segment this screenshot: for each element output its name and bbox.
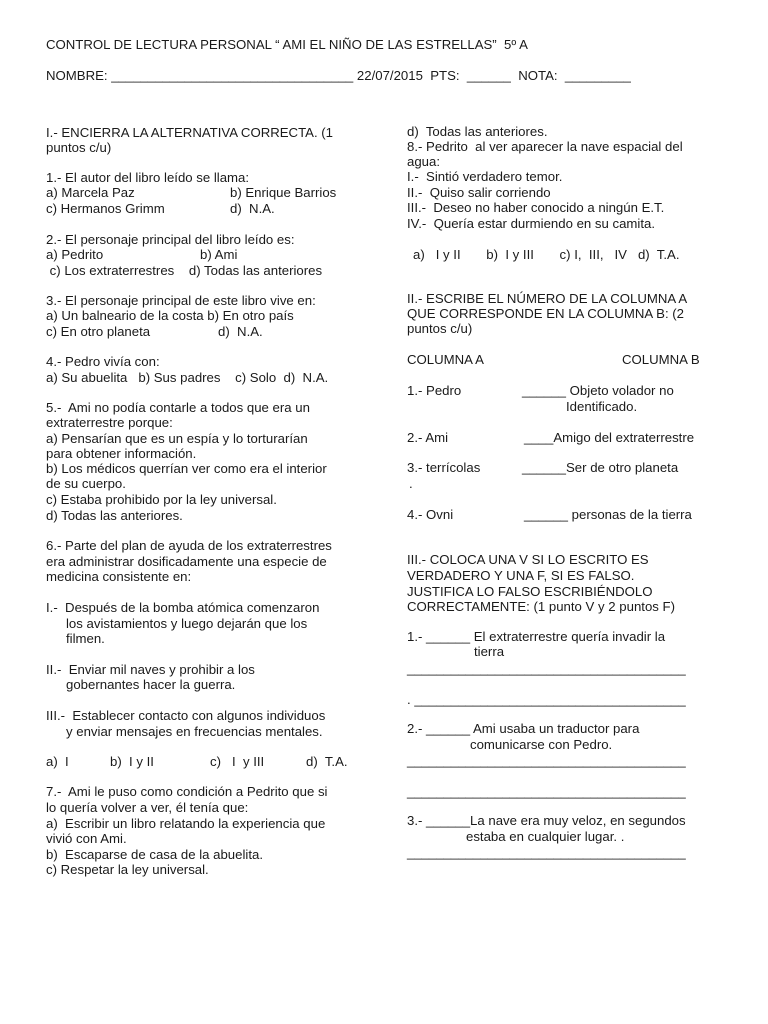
question-5: 5.- Ami no podía contarle a todos que era un <box>46 400 310 415</box>
statement: y enviar mensajes en frecuencias mentales. <box>66 724 323 739</box>
section-3-heading: III.- COLOCA UNA V SI LO ESCRITO ES <box>407 552 649 567</box>
question-5: extraterrestre porque: <box>46 415 173 430</box>
option: a) Marcela Paz <box>46 185 135 200</box>
true-false-item: estaba en cualquier lugar. . <box>466 829 625 844</box>
question-8: agua: <box>407 154 441 169</box>
statement: los avistamientos y luego dejarán que los <box>66 616 308 631</box>
question-2: 2.- El personaje principal del libro leído es: <box>46 232 295 247</box>
section-3-heading: VERDADERO Y UNA F, SI ES FALSO. <box>407 568 635 583</box>
statement: III.- Deseo no haber conocido a ningún E.T. <box>407 200 665 215</box>
match-item-a: 1.- Pedro <box>407 383 462 398</box>
option: a) Pensarían que es un espía y lo torturarían <box>46 431 308 446</box>
statement: gobernantes hacer la guerra. <box>66 677 236 692</box>
option: b) Escaparse de casa de la abuelita. <box>46 847 263 862</box>
match-item-b: ____Amigo del extraterrestre <box>524 430 695 445</box>
option: b) Ami <box>200 247 238 262</box>
section-2-heading: QUE CORRESPONDE EN LA COLUMNA B: (2 <box>407 306 685 321</box>
option: para obtener información. <box>46 446 197 461</box>
section-1-heading: I.- ENCIERRA LA ALTERNATIVA CORRECTA. (1 <box>46 125 334 140</box>
match-item-a: 2.- Ami <box>407 430 449 445</box>
option: a) Pedrito <box>46 247 104 262</box>
worksheet-title: CONTROL DE LECTURA PERSONAL “ AMI EL NIÑO DE LAS ESTRELLAS” 5º A <box>46 37 528 52</box>
option: a) I <box>46 754 69 769</box>
section-1-heading: puntos c/u) <box>46 140 112 155</box>
option: a) Escribir un libro relatando la experiencia que <box>46 816 326 831</box>
statement: filmen. <box>66 631 105 646</box>
option: d) N.A. <box>230 201 275 216</box>
option: vivió con Ami. <box>46 831 127 846</box>
option: b) Los médicos querrían ver como era el interior <box>46 461 327 476</box>
section-3-heading: JUSTIFICA LO FALSO ESCRIBIÉNDOLO <box>407 584 653 599</box>
question-1: 1.- El autor del libro leído se llama: <box>46 170 250 185</box>
true-false-item: 2.- ______ Ami usaba un traductor para <box>407 721 640 736</box>
match-item-a: 3.- terrícolas <box>407 460 481 475</box>
option: c) Hermanos Grimm <box>46 201 165 216</box>
statement: II.- Enviar mil naves y prohibir a los <box>46 662 255 677</box>
answer-line: ______________________________________ <box>407 661 686 676</box>
option: d) Todas las anteriores. <box>46 508 183 523</box>
option: c) Respetar la ley universal. <box>46 862 209 877</box>
match-item-a: 4.- Ovni <box>407 507 454 522</box>
option-row: a) I y II b) I y III c) I, III, IV d) T.A. <box>413 247 680 262</box>
question-8: 8.- Pedrito al ver aparecer la nave espacial del <box>407 139 683 154</box>
question-4: 4.- Pedro vivía con: <box>46 354 160 369</box>
true-false-item: 3.- ______La nave era muy veloz, en segundos <box>407 813 686 828</box>
match-item-b: ______ Objeto volador no <box>522 383 674 398</box>
option: d) Todas las anteriores. <box>407 124 548 139</box>
question-6: 6.- Parte del plan de ayuda de los extraterrestres <box>46 538 332 553</box>
statement: II.- Quiso salir corriendo <box>407 185 551 200</box>
statement: IV.- Quería estar durmiendo en su camita. <box>407 216 655 231</box>
answer-line: ______________________________________ <box>407 845 686 860</box>
statement: I.- Sintió verdadero temor. <box>407 169 563 184</box>
statement: III.- Establecer contacto con algunos individuos <box>46 708 326 723</box>
column-b-header: COLUMNA B <box>622 352 700 367</box>
option: c) Los extraterrestres d) Todas las anteriores <box>46 263 323 278</box>
true-false-item: tierra <box>474 644 505 659</box>
true-false-item: comunicarse con Pedro. <box>470 737 613 752</box>
option: a) Un balneario de la costa b) En otro país <box>46 308 294 323</box>
option: d) N.A. <box>218 324 263 339</box>
option: c) En otro planeta <box>46 324 151 339</box>
student-info-line: NOMBRE: _________________________________ 22/07/2015 PTS: ______ NOTA: _________ <box>46 68 631 83</box>
question-6: medicina consistente en: <box>46 569 192 584</box>
option: c) Estaba prohibido por la ley universal. <box>46 492 277 507</box>
answer-line: ______________________________________ <box>407 784 686 799</box>
stray-mark: . <box>409 476 413 491</box>
match-item-b: ______ personas de la tierra <box>524 507 692 522</box>
option: b) I y II <box>110 754 154 769</box>
answer-line: ______________________________________ <box>407 753 686 768</box>
question-7: 7.- Ami le puso como condición a Pedrito que si <box>46 784 328 799</box>
section-3-heading: CORRECTAMENTE: (1 punto V y 2 puntos F) <box>407 599 675 614</box>
option: b) Enrique Barrios <box>230 185 337 200</box>
option: a) Su abuelita b) Sus padres c) Solo d) N.A. <box>46 370 329 385</box>
question-3: 3.- El personaje principal de este libro vive en: <box>46 293 316 308</box>
section-2-heading: II.- ESCRIBE EL NÚMERO DE LA COLUMNA A <box>407 291 688 306</box>
match-item-b: Identificado. <box>566 399 638 414</box>
column-a-header: COLUMNA A <box>407 352 484 367</box>
question-7: lo quería volver a ver, él tenía que: <box>46 800 249 815</box>
answer-line: . _____________________________________ <box>407 692 686 707</box>
option: de su cuerpo. <box>46 476 126 491</box>
statement: I.- Después de la bomba atómica comenzaron <box>46 600 320 615</box>
section-2-heading: puntos c/u) <box>407 321 473 336</box>
match-item-b: ______Ser de otro planeta <box>522 460 679 475</box>
true-false-item: 1.- ______ El extraterrestre quería invadir la <box>407 629 666 644</box>
option: d) T.A. <box>306 754 348 769</box>
option: c) I y III <box>210 754 265 769</box>
question-6: era administrar dosificadamente una especie de <box>46 554 327 569</box>
